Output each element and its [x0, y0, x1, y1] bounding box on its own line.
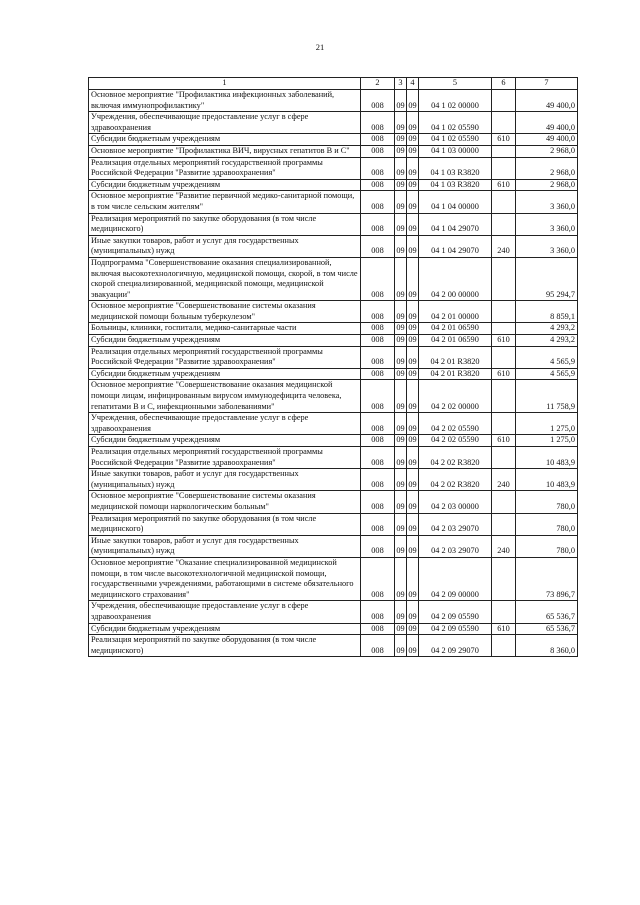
subsection-code-cell: 09	[407, 535, 419, 557]
expense-type-code-cell	[492, 323, 516, 335]
amount-cell: 4 293,2	[516, 323, 578, 335]
table-row	[89, 491, 578, 513]
expense-type-code-cell	[492, 513, 516, 535]
subsection-code-cell: 09	[407, 491, 419, 513]
section-code-cell: 09	[395, 469, 407, 491]
subsection-code-cell: 09	[407, 213, 419, 235]
expense-type-code-cell	[492, 157, 516, 179]
ministry-code-cell: 008	[361, 413, 395, 435]
expense-type-code-cell: 240	[492, 469, 516, 491]
item-name-cell: Субсидии бюджетным учреждениям	[89, 335, 361, 347]
section-code-cell: 09	[395, 623, 407, 635]
amount-cell: 1 275,0	[516, 413, 578, 435]
ministry-code-cell: 008	[361, 557, 395, 600]
table-row	[89, 257, 578, 300]
target-article-code-cell: 04 1 02 05590	[419, 134, 492, 146]
ministry-code-cell: 008	[361, 447, 395, 469]
amount-cell: 4 293,2	[516, 335, 578, 347]
table-row	[89, 557, 578, 600]
expense-type-code-cell	[492, 601, 516, 623]
expense-type-code-cell	[492, 145, 516, 157]
section-code-cell: 09	[395, 112, 407, 134]
table-row	[89, 447, 578, 469]
table-row	[89, 513, 578, 535]
item-name-cell: Подпрограмма "Совершенствование оказания специализированной, включая высокотехнологичную, медицинской помощи, скорой, в том числе скорой специализированной, медицинской помощи, медицинской эвакуации"	[89, 257, 361, 300]
ministry-code-cell: 008	[361, 469, 395, 491]
amount-cell: 1 275,0	[516, 435, 578, 447]
subsection-code-cell: 09	[407, 413, 419, 435]
subsection-code-cell: 09	[407, 179, 419, 191]
expense-type-code-cell	[492, 413, 516, 435]
amount-cell: 49 400,0	[516, 134, 578, 146]
expense-type-code-cell	[492, 635, 516, 657]
expense-type-code-cell	[492, 557, 516, 600]
amount-cell: 73 896,7	[516, 557, 578, 600]
target-article-code-cell: 04 2 01 R3820	[419, 368, 492, 380]
item-name-cell: Субсидии бюджетным учреждениям	[89, 623, 361, 635]
table-row	[89, 235, 578, 257]
amount-cell: 2 968,0	[516, 145, 578, 157]
target-article-code-cell: 04 2 02 R3820	[419, 447, 492, 469]
table-row	[89, 535, 578, 557]
expense-type-code-cell	[492, 346, 516, 368]
item-name-cell: Основное мероприятие "Совершенствование оказания медицинской помощи лицам, инфицированным вирусом иммунодефицита человека, гепатитами В и С, инфекционными заболеваниями"	[89, 380, 361, 413]
section-code-cell: 09	[395, 491, 407, 513]
amount-cell: 3 360,0	[516, 213, 578, 235]
subsection-code-cell: 09	[407, 557, 419, 600]
target-article-code-cell: 04 2 02 05590	[419, 413, 492, 435]
section-code-cell: 09	[395, 301, 407, 323]
section-code-cell: 09	[395, 346, 407, 368]
section-code-cell: 09	[395, 179, 407, 191]
amount-cell: 65 536,7	[516, 601, 578, 623]
target-article-code-cell: 04 2 03 29070	[419, 513, 492, 535]
section-code-cell: 09	[395, 323, 407, 335]
item-name-cell: Субсидии бюджетным учреждениям	[89, 368, 361, 380]
section-code-cell: 09	[395, 601, 407, 623]
subsection-code-cell: 09	[407, 301, 419, 323]
amount-cell: 49 400,0	[516, 90, 578, 112]
ministry-code-cell: 008	[361, 601, 395, 623]
item-name-cell: Реализация мероприятий по закупке оборудования (в том числе медицинского)	[89, 213, 361, 235]
table-row	[89, 112, 578, 134]
expense-type-code-cell	[492, 90, 516, 112]
item-name-cell: Субсидии бюджетным учреждениям	[89, 179, 361, 191]
table-row	[89, 323, 578, 335]
expense-type-code-cell	[492, 213, 516, 235]
item-name-cell: Субсидии бюджетным учреждениям	[89, 435, 361, 447]
section-code-cell: 09	[395, 368, 407, 380]
item-name-cell: Реализация мероприятий по закупке оборудования (в том числе медицинского)	[89, 635, 361, 657]
table-row	[89, 413, 578, 435]
subsection-code-cell: 09	[407, 346, 419, 368]
amount-cell: 4 565,9	[516, 346, 578, 368]
header-cell: 6	[492, 78, 516, 90]
section-code-cell: 09	[395, 335, 407, 347]
section-code-cell: 09	[395, 235, 407, 257]
ministry-code-cell: 008	[361, 145, 395, 157]
ministry-code-cell: 008	[361, 368, 395, 380]
ministry-code-cell: 008	[361, 134, 395, 146]
target-article-code-cell: 04 1 04 00000	[419, 191, 492, 213]
section-code-cell: 09	[395, 257, 407, 300]
table-row	[89, 191, 578, 213]
ministry-code-cell: 008	[361, 191, 395, 213]
header-cell: 2	[361, 78, 395, 90]
expense-type-code-cell: 610	[492, 335, 516, 347]
expense-type-code-cell: 240	[492, 235, 516, 257]
section-code-cell: 09	[395, 413, 407, 435]
expense-type-code-cell: 610	[492, 179, 516, 191]
target-article-code-cell: 04 2 01 06590	[419, 335, 492, 347]
target-article-code-cell: 04 2 09 00000	[419, 557, 492, 600]
subsection-code-cell: 09	[407, 112, 419, 134]
subsection-code-cell: 09	[407, 623, 419, 635]
table-row	[89, 90, 578, 112]
table-row	[89, 635, 578, 657]
section-code-cell: 09	[395, 191, 407, 213]
section-code-cell: 09	[395, 145, 407, 157]
ministry-code-cell: 008	[361, 323, 395, 335]
subsection-code-cell: 09	[407, 447, 419, 469]
table-row	[89, 368, 578, 380]
expense-type-code-cell: 610	[492, 623, 516, 635]
item-name-cell: Реализация отдельных мероприятий государственной программы Российской Федерации "Развитие здравоохранения"	[89, 447, 361, 469]
section-code-cell: 09	[395, 535, 407, 557]
table-row	[89, 346, 578, 368]
target-article-code-cell: 04 2 01 06590	[419, 323, 492, 335]
expense-type-code-cell	[492, 112, 516, 134]
target-article-code-cell: 04 2 03 00000	[419, 491, 492, 513]
item-name-cell: Основное мероприятие "Профилактика инфекционных заболеваний, включая иммунопрофилактику"	[89, 90, 361, 112]
subsection-code-cell: 09	[407, 235, 419, 257]
item-name-cell: Учреждения, обеспечивающие предоставление услуг в сфере здравоохранения	[89, 112, 361, 134]
item-name-cell: Реализация отдельных мероприятий государственной программы Российской Федерации "Развитие здравоохранения"	[89, 346, 361, 368]
header-cell: 7	[516, 78, 578, 90]
item-name-cell: Иные закупки товаров, работ и услуг для государственных (муниципальных) нужд	[89, 235, 361, 257]
item-name-cell: Иные закупки товаров, работ и услуг для государственных (муниципальных) нужд	[89, 535, 361, 557]
expense-type-code-cell	[492, 301, 516, 323]
table-row	[89, 157, 578, 179]
header-cell: 5	[419, 78, 492, 90]
amount-cell: 780,0	[516, 513, 578, 535]
section-code-cell: 09	[395, 435, 407, 447]
target-article-code-cell: 04 2 01 R3820	[419, 346, 492, 368]
table-body	[89, 90, 578, 657]
amount-cell: 4 565,9	[516, 368, 578, 380]
header-row	[89, 78, 578, 90]
amount-cell: 2 968,0	[516, 157, 578, 179]
amount-cell: 49 400,0	[516, 112, 578, 134]
subsection-code-cell: 09	[407, 134, 419, 146]
subsection-code-cell: 09	[407, 435, 419, 447]
table-row	[89, 301, 578, 323]
item-name-cell: Больницы, клиники, госпитали, медико-санитарные части	[89, 323, 361, 335]
expense-type-code-cell	[492, 380, 516, 413]
ministry-code-cell: 008	[361, 513, 395, 535]
section-code-cell: 09	[395, 635, 407, 657]
table-row	[89, 435, 578, 447]
ministry-code-cell: 008	[361, 157, 395, 179]
table-row	[89, 623, 578, 635]
ministry-code-cell: 008	[361, 535, 395, 557]
ministry-code-cell: 008	[361, 301, 395, 323]
subsection-code-cell: 09	[407, 157, 419, 179]
amount-cell: 95 294,7	[516, 257, 578, 300]
ministry-code-cell: 008	[361, 179, 395, 191]
item-name-cell: Основное мероприятие "Совершенствование системы оказания медицинской помощи больным туберкулезом"	[89, 301, 361, 323]
target-article-code-cell: 04 1 02 05590	[419, 112, 492, 134]
subsection-code-cell: 09	[407, 145, 419, 157]
amount-cell: 780,0	[516, 491, 578, 513]
section-code-cell: 09	[395, 157, 407, 179]
ministry-code-cell: 008	[361, 90, 395, 112]
item-name-cell: Основное мероприятие "Оказание специализированной медицинской помощи, в том числе высокотехнологичной медицинской помощи, государственными учреждениями, работающими в системе обязательного медицинского страхования"	[89, 557, 361, 600]
table-row	[89, 134, 578, 146]
expense-type-code-cell: 610	[492, 368, 516, 380]
table-row	[89, 601, 578, 623]
header-cell: 1	[89, 78, 361, 90]
subsection-code-cell: 09	[407, 323, 419, 335]
ministry-code-cell: 008	[361, 623, 395, 635]
section-code-cell: 09	[395, 213, 407, 235]
subsection-code-cell: 09	[407, 257, 419, 300]
target-article-code-cell: 04 2 02 05590	[419, 435, 492, 447]
subsection-code-cell: 09	[407, 513, 419, 535]
amount-cell: 8 360,0	[516, 635, 578, 657]
item-name-cell: Субсидии бюджетным учреждениям	[89, 134, 361, 146]
target-article-code-cell: 04 2 02 00000	[419, 380, 492, 413]
item-name-cell: Основное мероприятие "Совершенствование системы оказания медицинской помощи наркологическим больным"	[89, 491, 361, 513]
amount-cell: 11 758,9	[516, 380, 578, 413]
item-name-cell: Основное мероприятие "Развитие первичной медико-санитарной помощи, в том числе сельским жителям"	[89, 191, 361, 213]
subsection-code-cell: 09	[407, 635, 419, 657]
target-article-code-cell: 04 2 09 05590	[419, 623, 492, 635]
subsection-code-cell: 09	[407, 90, 419, 112]
ministry-code-cell: 008	[361, 335, 395, 347]
expense-type-code-cell: 610	[492, 435, 516, 447]
ministry-code-cell: 008	[361, 435, 395, 447]
item-name-cell: Иные закупки товаров, работ и услуг для государственных (муниципальных) нужд	[89, 469, 361, 491]
item-name-cell: Учреждения, обеспечивающие предоставление услуг в сфере здравоохранения	[89, 413, 361, 435]
target-article-code-cell: 04 1 02 00000	[419, 90, 492, 112]
section-code-cell: 09	[395, 134, 407, 146]
subsection-code-cell: 09	[407, 335, 419, 347]
target-article-code-cell: 04 1 03 R3820	[419, 157, 492, 179]
subsection-code-cell: 09	[407, 191, 419, 213]
target-article-code-cell: 04 1 03 R3820	[419, 179, 492, 191]
expense-type-code-cell: 610	[492, 134, 516, 146]
amount-cell: 3 360,0	[516, 235, 578, 257]
expense-type-code-cell	[492, 447, 516, 469]
amount-cell: 780,0	[516, 535, 578, 557]
target-article-code-cell: 04 1 04 29070	[419, 235, 492, 257]
item-name-cell: Реализация отдельных мероприятий государственной программы Российской Федерации "Развитие здравоохранения"	[89, 157, 361, 179]
expense-type-code-cell: 240	[492, 535, 516, 557]
amount-cell: 10 483,9	[516, 469, 578, 491]
expense-type-code-cell	[492, 491, 516, 513]
item-name-cell: Учреждения, обеспечивающие предоставление услуг в сфере здравоохранения	[89, 601, 361, 623]
ministry-code-cell: 008	[361, 346, 395, 368]
section-code-cell: 09	[395, 447, 407, 469]
amount-cell: 3 360,0	[516, 191, 578, 213]
table-row	[89, 213, 578, 235]
target-article-code-cell: 04 2 02 R3820	[419, 469, 492, 491]
header-cell: 4	[407, 78, 419, 90]
expense-type-code-cell	[492, 191, 516, 213]
ministry-code-cell: 008	[361, 257, 395, 300]
page-number: 21	[315, 42, 325, 52]
table-row	[89, 380, 578, 413]
section-code-cell: 09	[395, 557, 407, 600]
amount-cell: 8 859,1	[516, 301, 578, 323]
section-code-cell: 09	[395, 380, 407, 413]
subsection-code-cell: 09	[407, 469, 419, 491]
target-article-code-cell: 04 2 09 29070	[419, 635, 492, 657]
table-row	[89, 145, 578, 157]
table-row	[89, 469, 578, 491]
target-article-code-cell: 04 1 03 00000	[419, 145, 492, 157]
target-article-code-cell: 04 1 04 29070	[419, 213, 492, 235]
ministry-code-cell: 008	[361, 635, 395, 657]
table-row	[89, 335, 578, 347]
header-cell: 3	[395, 78, 407, 90]
subsection-code-cell: 09	[407, 380, 419, 413]
item-name-cell: Основное мероприятие "Профилактика ВИЧ, вирусных гепатитов В и С"	[89, 145, 361, 157]
target-article-code-cell: 04 2 03 29070	[419, 535, 492, 557]
ministry-code-cell: 008	[361, 491, 395, 513]
table-row	[89, 179, 578, 191]
section-code-cell: 09	[395, 90, 407, 112]
ministry-code-cell: 008	[361, 380, 395, 413]
section-code-cell: 09	[395, 513, 407, 535]
amount-cell: 10 483,9	[516, 447, 578, 469]
expense-type-code-cell	[492, 257, 516, 300]
target-article-code-cell: 04 2 00 00000	[419, 257, 492, 300]
target-article-code-cell: 04 2 09 05590	[419, 601, 492, 623]
ministry-code-cell: 008	[361, 235, 395, 257]
ministry-code-cell: 008	[361, 213, 395, 235]
amount-cell: 2 968,0	[516, 179, 578, 191]
subsection-code-cell: 09	[407, 601, 419, 623]
ministry-code-cell: 008	[361, 112, 395, 134]
item-name-cell: Реализация мероприятий по закупке оборудования (в том числе медицинского)	[89, 513, 361, 535]
target-article-code-cell: 04 2 01 00000	[419, 301, 492, 323]
amount-cell: 65 536,7	[516, 623, 578, 635]
budget-table	[88, 77, 578, 657]
subsection-code-cell: 09	[407, 368, 419, 380]
